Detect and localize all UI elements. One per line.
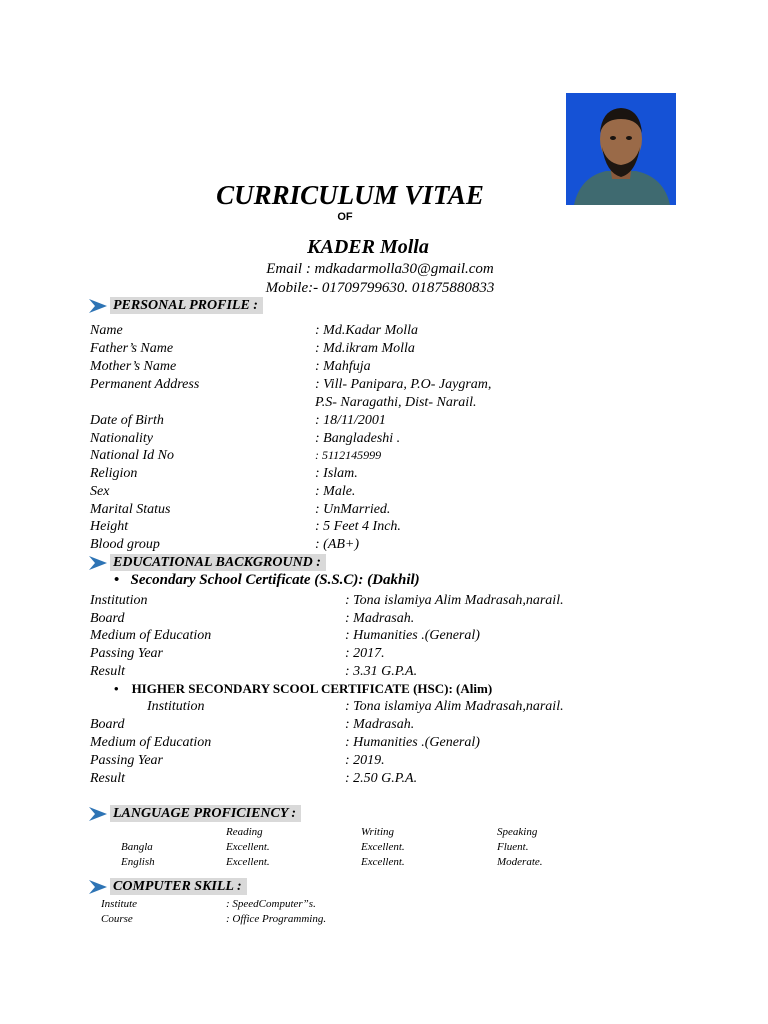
hsc-label: Result [90,771,125,786]
profile-label: Name [90,323,123,338]
ssc-label: Institution [90,593,148,608]
profile-value: : 18/11/2001 [315,413,386,428]
arrow-bullet-icon [88,555,108,571]
profile-value: : Islam. [315,466,358,481]
ssc-label: Result [90,664,125,679]
profile-value: : Vill- Panipara, P.O- Jaygram, [315,377,492,392]
ssc-title [114,572,420,589]
writing-level: Excellent. [361,841,405,853]
hsc-label: Institution [147,699,205,714]
ssc-label: Passing Year [90,646,164,661]
profile-label: Blood group [90,537,160,552]
language-name: English [121,856,155,868]
profile-value: : Mahfuja [315,359,371,374]
profile-value: P.S- Naragathi, Dist- Narail. [315,395,477,410]
profile-label: Mother’s Name [90,359,177,374]
section-heading-label: EDUCATIONAL BACKGROUND : [110,554,326,571]
mobile-line: Mobile:- 01709799630. 01875880833 [265,280,495,296]
bullet-icon: • [114,681,119,696]
skill-value: : Office Programming. [226,913,327,925]
ssc-label: Medium of Education [90,628,212,643]
hsc-value: : Madrasah. [345,717,415,732]
hsc-value: : 2019. [345,753,385,768]
profile-value: : Md.Kadar Molla [315,323,419,338]
arrow-bullet-icon [88,298,108,314]
reading-level: Excellent. [226,856,270,868]
hsc-value: : 2.50 G.P.A. [345,771,418,786]
section-heading-label: LANGUAGE PROFICIENCY : [110,805,301,822]
profile-value: : Male. [315,484,356,499]
reading-level: Excellent. [226,841,270,853]
candidate-name: KADER Molla [307,236,429,258]
profile-label: Height [90,519,129,534]
profile-value: : (AB+) [315,537,360,552]
column-header: Reading [226,826,263,838]
of-label: OF [337,211,353,223]
section-heading-personal [88,297,263,314]
hsc-title-text: HIGHER SECONDARY SCOOL CERTIFICATE (HSC): (Alim) [131,681,493,696]
profile-label: Father’s Name [90,341,174,356]
section-heading-language [88,805,301,822]
profile-value: : 5 Feet 4 Inch. [315,519,401,534]
ssc-title-text: Secondary School Certificate (S.S.C): (Dakhil) [130,572,420,588]
column-header: Speaking [497,826,538,838]
ssc-value: : Tona islamiya Alim Madrasah,narail. [345,593,564,608]
ssc-value: : Madrasah. [345,611,415,626]
language-name: Bangla [121,841,153,853]
profile-value: : 5112145999 [315,448,382,462]
hsc-value: : Humanities .(General) [345,735,480,750]
hsc-value: : Tona islamiya Alim Madrasah,narail. [345,699,564,714]
arrow-bullet-icon [88,806,108,822]
profile-label: Sex [90,484,110,499]
section-heading-education [88,554,326,571]
hsc-label: Passing Year [90,753,164,768]
profile-value: : UnMarried. [315,502,391,517]
skill-label: Institute [101,898,138,910]
email-line: Email : mdkadarmolla30@gmail.com [266,261,494,277]
bullet-icon: • [114,572,120,588]
section-heading-computer [88,878,247,895]
ssc-value: : 3.31 G.P.A. [345,664,418,679]
section-heading-label: COMPUTER SKILL : [110,878,247,895]
ssc-value: : 2017. [345,646,385,661]
writing-level: Excellent. [361,856,405,868]
hsc-label: Board [90,717,125,732]
profile-label: Religion [90,466,138,481]
skill-value: : SpeedComputer”s. [226,898,316,910]
skill-label: Course [101,913,133,925]
profile-label: Date of Birth [90,413,164,428]
profile-label: National Id No [90,448,175,463]
hsc-title [114,681,492,697]
profile-value: : Bangladeshi . [315,431,401,446]
page-title: CURRICULUM VITAE [216,180,484,210]
section-heading-label: PERSONAL PROFILE : [110,297,263,314]
profile-label: Permanent Address [90,377,200,392]
speaking-level: Fluent. [497,841,529,853]
ssc-label: Board [90,611,125,626]
arrow-bullet-icon [88,879,108,895]
profile-label: Nationality [90,431,153,446]
profile-label: Marital Status [90,502,171,517]
speaking-level: Moderate. [497,856,543,868]
hsc-label: Medium of Education [90,735,212,750]
column-header: Writing [361,826,395,838]
ssc-value: : Humanities .(General) [345,628,480,643]
profile-value: : Md.ikram Molla [315,341,415,356]
